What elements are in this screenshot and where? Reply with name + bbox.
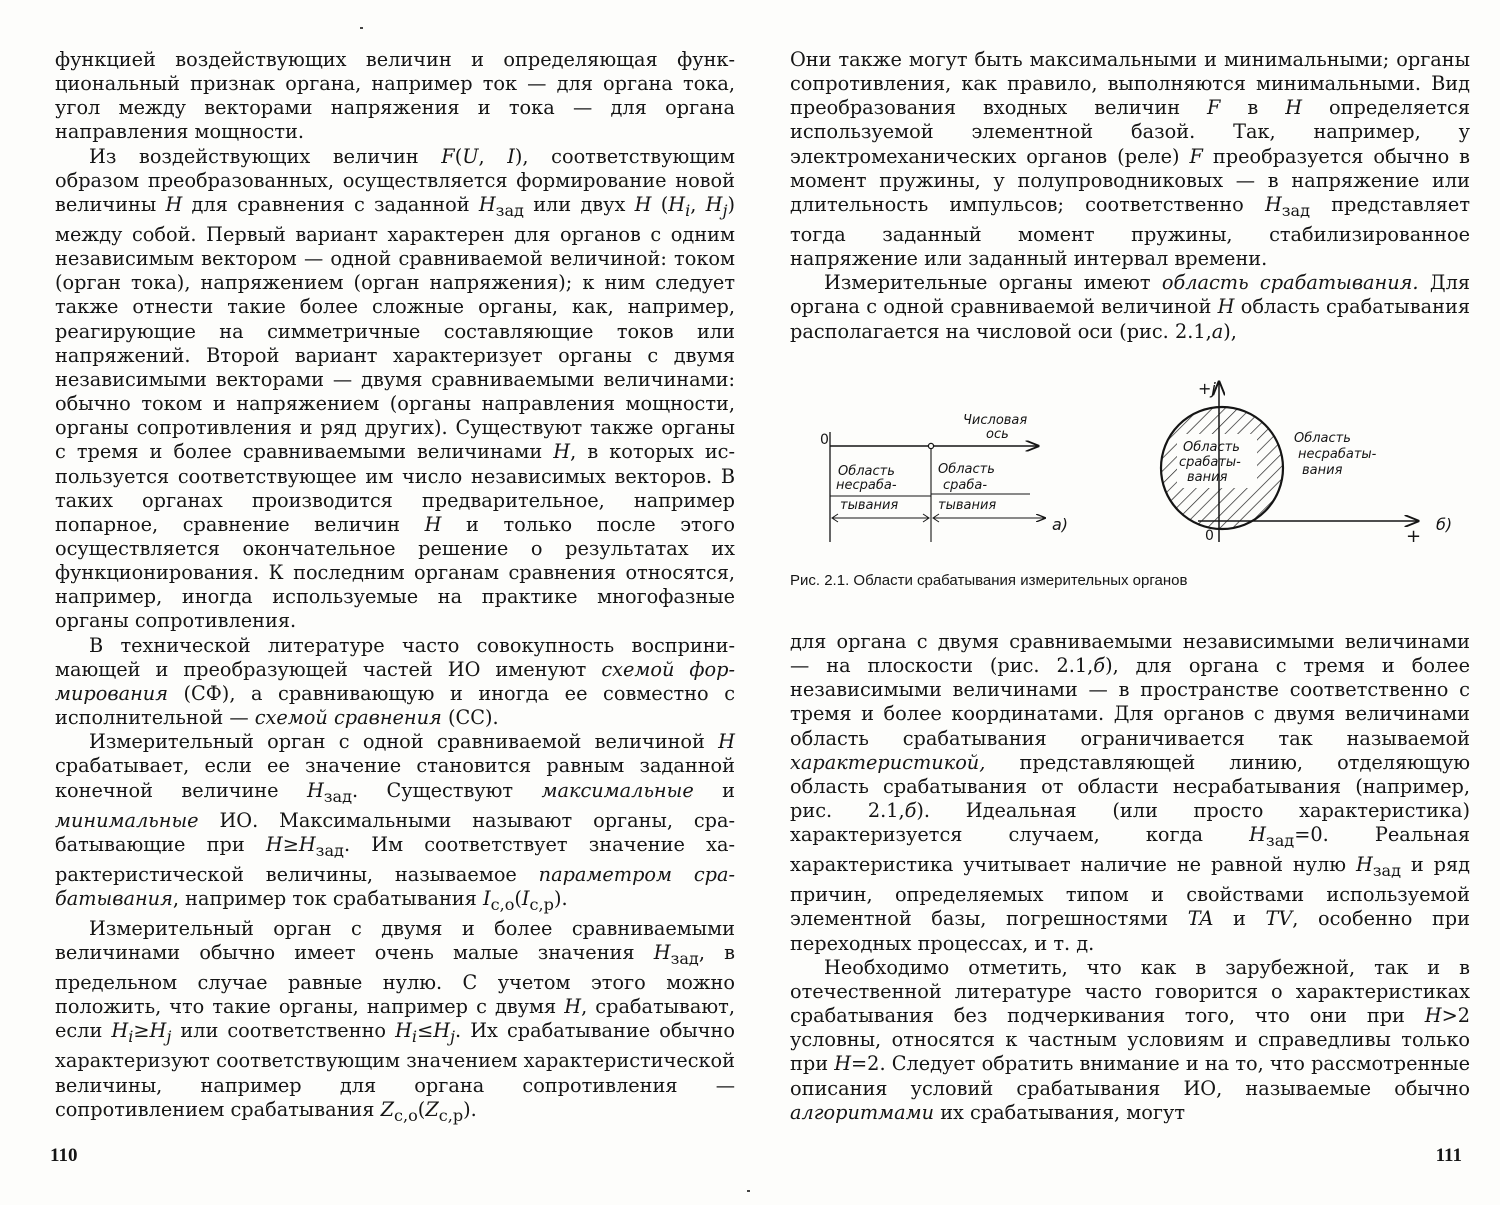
page-number: 110 (50, 1145, 78, 1166)
axis-a-origin-label: 0 (820, 432, 829, 448)
origin-b-label: 0 (1205, 528, 1214, 544)
left-paragraph-2: Из воздействующих величин F(U, I), соответствующим образом преобразованных, осуществляется формирование новой величины H для сравнения с заданной $H_{зад}$ или двух H ($H_i$, $H_j$) между собой. Первый вариант характерен для органов с одним независимым вектором — одной сравниваемой величиной: током (орган тока), напряжением (орган напряжения); к ним следует также отнести такие более сложные органы, как, например, реагирующие на симметричные составляющие токов или напряжений. Второй вариант характеризует органы с двумя независимыми векторами — двумя сравниваемыми величинами: обычно током и напряжением (органы направления мощности, органы сопротивления и ряд других). Существуют также органы с тремя и более сравниваемыми величинами H, в которых используется соответствующее им число независимых векторов. В таких органах производится предварительное, например попарное, сравнение величин H и только после этого осуществляется окончательное решение о результатах их функционирования. К последним органам сравнения относятся, например, иногда используемые на практике многофазные органы сопротивления. (55, 144, 736, 633)
right-paragraph-3: для органа с двумя сравниваемыми независимыми величинами — на плоскости (рис. 2.1,б), для органа с тремя и более независимыми величинами — в пространстве соответственно с тремя и более координатами. Для органов с двумя величинами область срабатывания ограничивается так называемой характеристикой, представляющей линию, отделяющую область срабатывания от области несрабатывания (например, рис. 2.1,б). Идеальная (или просто характеристика) характеризуется случаем, когда $H_{зад}=0$. Реальная характеристика учитывает наличие не равной нулю $H_{зад}$ и ряд причин, определяемых типом и свойствами используемой элементной базы, погрешностями TA и TV, особенно при переходных процессах, и т. д. (790, 630, 1471, 955)
figure-2-1 (790, 372, 1470, 572)
scan-mark (360, 27, 363, 29)
right-page-text-top (790, 48, 1470, 344)
left-paragraph-1: функцией воздействующих величин и определяющая функциональный признак органа, например ток — для органа тока, угол между векторами напряжения и тока — для органа направления мощности. (55, 48, 735, 144)
axis-label-2: ось (986, 427, 1009, 442)
non-operating-area-label-3: вания (1302, 463, 1343, 478)
operating-area-label-1: Область (1183, 440, 1240, 455)
left-paragraph-3: В технической литературе часто совокупность воспринимающей и преобразующей частей ИО именуют схемой формирования (СФ), а сравнивающую и иногда ее совместно с исполнительной — схемой сравнения (СС). (55, 633, 735, 730)
page-number: 111 (1435, 1145, 1462, 1166)
tag-a: а) (1052, 515, 1069, 534)
left-paragraph-4: Измерительный орган с одной сравниваемой величиной H срабатывает, если ее значение становится равным заданной конечной величине $H_{зад}$. Существуют максимальные и минимальные ИО. Максимальными называют органы, срабатывающие при $H\ge H_{зад}$. Им соответствует значение характеристической величины, называемое параметром срабатывания, например ток срабатывания $I_{с,о}(I_{с,р})$. (55, 730, 735, 914)
right-paragraph-4: Необходимо отметить, что как в зарубежной, так и в отечественной литературе часто говорится о характеристиках срабатывания без подчеркивания того, что они при H>2 условны, относятся к частным условиям и справедливы только при H=2. Следует обратить внимание и на то, что рассмотренные описания условий срабатывания ИО, называемые обычно алгоритмами их срабатывания, могут (790, 955, 1470, 1124)
operating-label-2: сраба- (943, 478, 988, 493)
tag-b: б) (1436, 515, 1453, 534)
operating-area-label-2: срабаты- (1179, 455, 1241, 470)
diagram-a (820, 413, 1068, 542)
real-axis-plus: + (1406, 526, 1422, 547)
imaginary-axis-label: +j (1198, 379, 1216, 398)
non-operating-area-label-1: Область (1294, 431, 1351, 446)
operating-label-1: Область (938, 462, 995, 477)
figure-diagram (790, 372, 1470, 572)
non-operating-label-3: тывания (840, 498, 899, 513)
non-operating-label-2: несраба- (836, 478, 897, 493)
right-page (750, 0, 1500, 1205)
left-paragraph-5: Измерительный орган с двумя и более сравниваемыми величинами обычно имеет очень малые значения $H_{зад}$, в предельном случае равные нулю. С учетом этого можно положить, что такие органы, например с двумя H, срабатывают, если $H_i\ge H_j$ или соответственно $H_i\le H_j$. Их срабатывание обычно характеризуют соответствующим значением характеристической величины, например для органа сопротивления — сопротивлением срабатывания $Z_{с,о}(Z_{с,р})$. (55, 916, 735, 1125)
right-page-text-bottom (790, 630, 1470, 1125)
axis-label-1: Числовая (963, 413, 1028, 428)
figure-caption: Рис. 2.1. Области срабатывания измерительных органов (790, 572, 1188, 589)
non-operating-area-label-2: несрабаты- (1298, 447, 1377, 462)
diagram-b (1161, 379, 1452, 547)
scan-mark (747, 1190, 750, 1192)
operating-area-label-3: вания (1187, 470, 1228, 485)
operating-label-3: тывания (938, 498, 997, 513)
right-paragraph-1: Они также могут быть максимальными и минимальными; органы сопротивления, как правило, выполняются минимальными. Вид преобразования входных величин F в H определяется используемой элементной базой. Так, например, у электромеханических органов (реле) F преобразуется обычно в момент пружины, у полупроводниковых — в напряжение или длительность импульсов; соответственно $H_{зад}$ представляет тогда заданный момент пружины, стабилизированное напряжение или заданный интервал времени. (790, 48, 1471, 271)
left-page-text (55, 48, 735, 1128)
non-operating-label-1: Область (838, 464, 895, 479)
threshold-point (928, 443, 933, 448)
right-paragraph-2: Измерительные органы имеют область срабатывания. Для органа с одной сравниваемой величиной H область срабатывания располагается на числовой оси (рис. 2.1,а), (790, 271, 1470, 343)
